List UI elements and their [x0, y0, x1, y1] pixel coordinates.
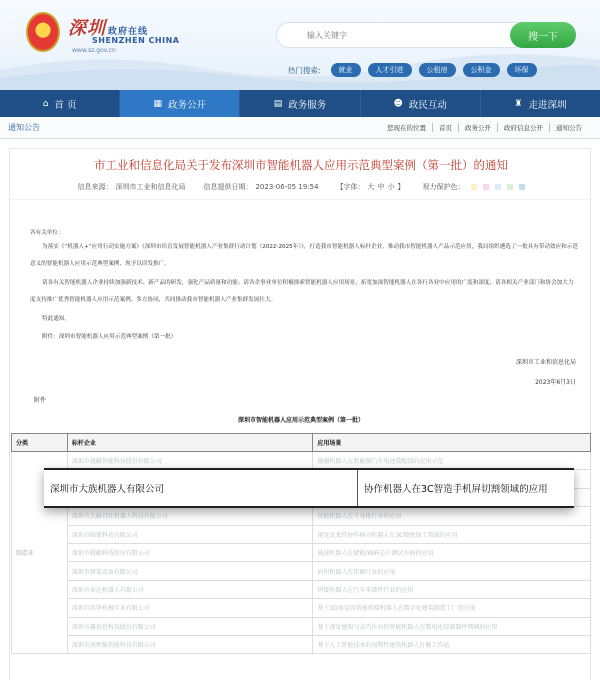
site-header	[0, 0, 600, 90]
breadcrumb-home[interactable]: 首页	[439, 124, 452, 132]
breadcrumb-notices[interactable]: 通知公告	[556, 124, 582, 132]
scenario-cell: 码印机器人在印刷行业的应用	[313, 562, 591, 580]
breadcrumb-info-disclosure[interactable]: 政府信息公开	[504, 124, 543, 132]
hot-search-label: 热门搜索:	[288, 65, 321, 75]
hot-tag-environment[interactable]: 环保	[507, 63, 537, 77]
table-header-row	[12, 434, 591, 452]
table-row	[12, 635, 591, 653]
main-nav	[0, 90, 600, 117]
font-size-control: 【字体： 大 中 小 】	[336, 183, 405, 191]
hot-tag-talent[interactable]: 人才引进	[368, 63, 412, 77]
salutation: 各有关单位：	[30, 230, 64, 236]
breadcrumb-government-affairs[interactable]: 政务公开	[465, 124, 491, 132]
site-logo[interactable]: 深圳 政府在线	[68, 18, 149, 39]
eye-color-swatch[interactable]	[483, 184, 489, 190]
article-date: 信息提供日期： 2023-06-05 19:54	[203, 183, 319, 191]
scenario-cell: 基于3D视觉的智能焊接机器人在数字化建筑制造工厂的应用	[313, 599, 591, 617]
section-title[interactable]: 通知公告	[8, 123, 40, 132]
hot-tag-employment[interactable]: 就业	[331, 63, 361, 77]
cases-table	[11, 433, 591, 654]
eye-color-swatch[interactable]	[471, 184, 477, 190]
company-cell: 深圳市泰达机器人有限公司	[67, 580, 312, 598]
nav-home[interactable]: ⌂ 首 页	[0, 90, 120, 117]
nav-government-affairs[interactable]: ▦ 政务公开	[120, 90, 240, 117]
attachment-label: 附件	[34, 397, 47, 404]
scenario-cell: 视觉式柔性协作移动机器人在3C精密加工领域的应用	[313, 525, 591, 543]
company-cell: 深圳市埃华机械实业有限公司	[67, 599, 312, 617]
table-row	[12, 580, 591, 598]
attachment-line[interactable]: 附件：深圳市智能机器人应用示范典型案例（第一批）	[42, 334, 177, 340]
article-meta	[10, 182, 592, 192]
highlighted-company: 深圳市大族机器人有限公司	[44, 470, 358, 506]
breadcrumb-bar	[0, 117, 600, 139]
paragraph-requests: 请各有关智能机器人企业持续加强新技术、新产品的研发，强化产品质量和功能；请各企事业单位积极探索智能机器人应用场景，拓宽加深智能机器人在各行各业中应用的广度和深度；请各相关产业部门和协会加大力度支持推广优秀智能机器人应用示范案例。多方协同，共同推动我市智能机器人产业集群发展壮大。	[30, 280, 574, 303]
search-button[interactable]: 搜一下	[510, 22, 576, 48]
hot-tag-housing[interactable]: 公租房	[419, 63, 456, 77]
signing-organization: 深圳市工业和信息化局	[515, 359, 576, 366]
eye-color-swatch[interactable]	[495, 184, 501, 190]
company-cell: 深圳市越疆科技股份有限公司	[67, 543, 312, 561]
home-icon: ⌂	[42, 98, 49, 109]
scenario-cell: 基于人工智能技术的周期性建筑机器人打磨工作站	[313, 635, 591, 653]
company-cell: 深圳市越疆智能科技股份有限公司	[67, 452, 312, 470]
font-size-small[interactable]: 小	[387, 183, 395, 191]
table-row	[12, 507, 591, 525]
table-row	[12, 617, 591, 635]
company-cell: 深圳市圆蒙科技有限公司	[67, 525, 312, 543]
eye-color-swatch[interactable]	[519, 184, 525, 190]
eye-protection-colors: 视力保护色：	[423, 182, 525, 192]
company-cell: 深圳市周显设备有限公司	[67, 562, 312, 580]
nav-interaction[interactable]: ☻ 政民互动	[361, 90, 481, 117]
tower-icon: ♜	[514, 98, 523, 109]
scenario-cell: 越疆机器人在新能源汽车电池装配线的应用示范	[313, 452, 591, 470]
article-source: 信息来源： 深圳市工业和信息化局	[77, 183, 186, 191]
site-logo-english: SHENZHEN CHINA	[92, 36, 180, 45]
company-cell: 深圳市鑫信息科技股份有限公司	[67, 617, 312, 635]
people-icon: ☻	[393, 98, 403, 109]
signing-date: 2023年6月3日	[535, 379, 576, 386]
hot-tag-fund[interactable]: 公积金	[463, 63, 500, 77]
company-cell: 深圳市大疆百旺机器人科技有限公司	[67, 507, 312, 525]
search-box	[276, 22, 576, 48]
breadcrumb	[381, 123, 588, 132]
company-cell: 深圳市海和强智能科技有限公司	[67, 635, 312, 653]
scenario-cell: 焊接机器人在汽车零部件行业的应用	[313, 580, 591, 598]
highlighted-scenario: 协作机器人在3C智造手机屏切割领域的应用	[364, 484, 548, 495]
header-category: 分类	[12, 434, 68, 452]
hot-search	[288, 63, 537, 77]
meta-divider	[10, 199, 592, 200]
font-size-medium[interactable]: 中	[377, 183, 385, 191]
scenario-cell: 智能机器人在半导体行业的应用	[313, 507, 591, 525]
grid-icon: ▦	[153, 98, 163, 109]
font-size-large[interactable]: 大	[367, 183, 375, 191]
table-title: 深圳市智能机器人应用示范典型案例（第一批）	[237, 417, 364, 424]
table-row	[12, 599, 591, 617]
article-card	[9, 148, 591, 680]
nav-government-services[interactable]: ▤ 政务服务	[240, 90, 360, 117]
table-row	[12, 543, 591, 561]
header-scenario: 应用场景	[313, 434, 591, 452]
header-company: 标杆企业	[67, 434, 312, 452]
national-emblem-icon	[26, 12, 60, 52]
search-input[interactable]	[307, 23, 507, 47]
category-cell: 制造业	[12, 452, 68, 654]
article-title: 市工业和信息化局关于发布深圳市智能机器人应用示范典型案例（第一批）的通知	[94, 158, 508, 172]
paragraph-closing: 特此通知。	[42, 316, 70, 322]
paragraph-intro: 为落实《“机器人+”应用行动实施方案》《深圳市培育发展智能机器人产业集群行动计划（2022-2025年）》，打造我市智能机器人标杆企业，推动我市智能机器人产品示范应用，我局组织遴选了一批具有带动效应和示范意义的智能机器人应用示范典型案例，现予以印发推广。	[30, 244, 579, 267]
scenario-cell: 基于视觉感知与灵巧作业的智能机器人在冀电化控制器件领域的应用	[313, 617, 591, 635]
scenario-cell: 减速机器人在储能/WiFi芯片测试车间的应用	[313, 543, 591, 561]
table-row	[12, 562, 591, 580]
table-row	[12, 525, 591, 543]
highlighted-table-row	[44, 468, 574, 508]
site-url: www.sz.gov.cn	[72, 47, 116, 54]
nav-about-shenzhen[interactable]: ♜ 走进深圳	[514, 98, 567, 111]
breadcrumb-location-label: 您现在的位置	[387, 124, 426, 132]
eye-color-swatch[interactable]	[507, 184, 513, 190]
card-icon: ▤	[273, 98, 283, 109]
